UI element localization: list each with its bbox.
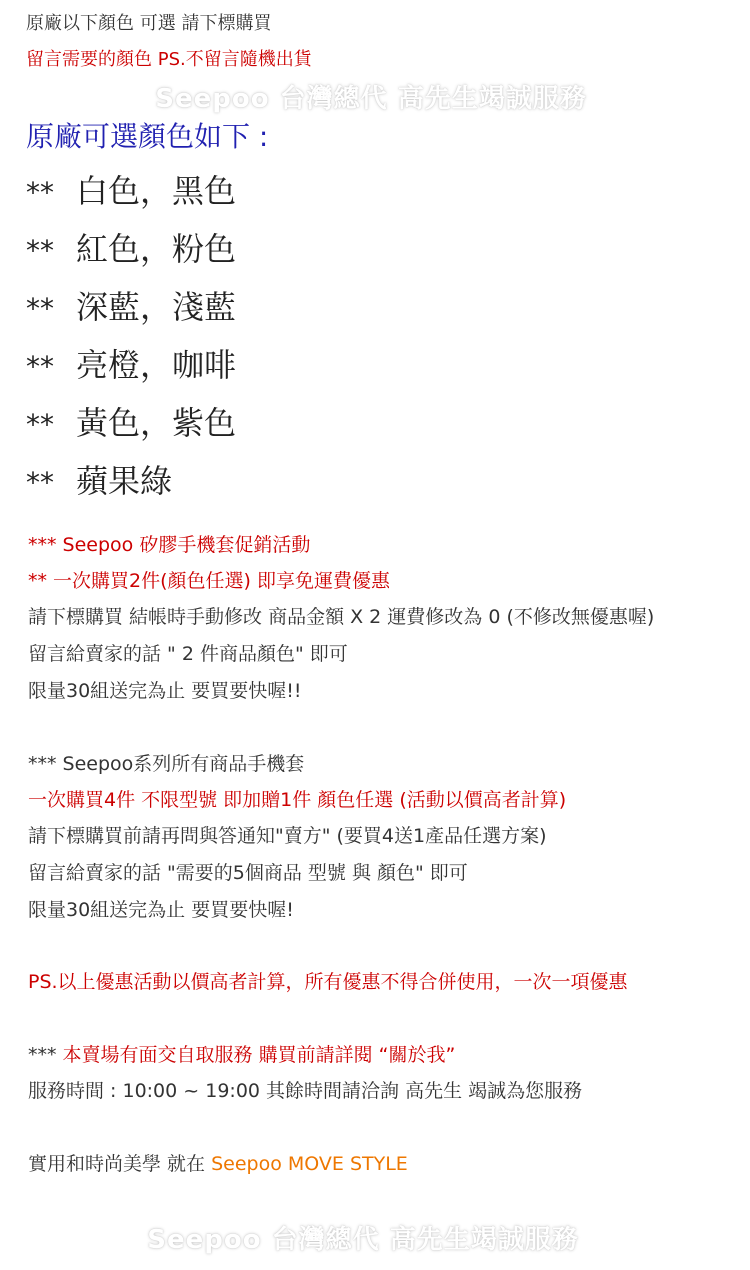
promo1-title: *** Seepoo 矽膠手機套促銷活動 xyxy=(28,534,311,556)
color-option-2 xyxy=(26,229,236,271)
promo1-note: 留言給賣家的話 " 2 件商品顏色" 即可 xyxy=(28,643,348,665)
promo2-limit: 限量30組送完為止 要買要快喔! xyxy=(28,899,294,921)
service-prefix: *** xyxy=(28,1044,63,1066)
color-options-heading: 原廠可選顏色如下 : xyxy=(26,120,269,153)
color-option-label: 深藍，淺藍 xyxy=(76,288,237,326)
service-hours: 服務時間 : 10:00 ~ 19:00 其餘時間請洽詢 高先生 竭誠為您服務 xyxy=(28,1080,583,1102)
color-option-6 xyxy=(26,461,172,503)
color-option-label: 黃色，紫色 xyxy=(76,404,237,442)
watermark-top: Seepoo 台灣總代 高先生竭誠服務 xyxy=(155,84,587,114)
promo1-limit: 限量30組送完為止 要買要快喔!! xyxy=(28,680,302,702)
color-option-5 xyxy=(26,403,236,445)
intro-line-1: 原廠以下顏色 可選 請下標購買 xyxy=(26,13,272,34)
promo2-instruction: 請下標購買前請再問與答通知"賣方" (要買4送1產品任選方案) xyxy=(28,825,547,847)
color-option-1 xyxy=(26,171,236,213)
slogan-text: 實用和時尚美學 就在 xyxy=(28,1153,212,1175)
watermark-bottom: Seepoo 台灣總代 高先生竭誠服務 xyxy=(147,1225,579,1255)
bullet-stars: ** xyxy=(26,176,54,209)
color-option-3 xyxy=(26,287,236,329)
bullet-stars: ** xyxy=(26,350,54,383)
promo1-instruction: 請下標購買 結帳時手動修改 商品金額 X 2 運費修改為 0 (不修改無優惠喔) xyxy=(28,606,655,628)
promo2-note: 留言給賣家的話 "需要的5個商品 型號 與 顏色" 即可 xyxy=(28,862,468,884)
color-option-label: 紅色，粉色 xyxy=(76,230,237,268)
promo2-title: *** Seepoo系列所有商品手機套 xyxy=(28,753,305,775)
color-option-label: 亮橙，咖啡 xyxy=(76,346,237,384)
promo2-offer: 一次購買4件 不限型號 即加贈1件 顏色任選 (活動以價高者計算) xyxy=(28,789,567,811)
ps-note: PS.以上優惠活動以價高者計算，所有優惠不得合併使用，一次一項優惠 xyxy=(28,971,628,993)
brand-name: Seepoo MOVE STYLE xyxy=(211,1153,408,1175)
bullet-stars: ** xyxy=(26,234,54,267)
bullet-stars: ** xyxy=(26,292,54,325)
bullet-stars: ** xyxy=(26,466,54,499)
service-title-text: 本賣場有面交自取服務 購買前請詳閱 “關於我” xyxy=(62,1044,456,1066)
service-title xyxy=(28,1043,455,1067)
intro-line-2: 留言需要的顏色 PS.不留言隨機出貨 xyxy=(26,49,312,70)
slogan xyxy=(28,1152,408,1176)
promo1-offer: ** 一次購買2件(顏色任選) 即享免運費優惠 xyxy=(28,570,390,592)
color-option-label: 白色，黑色 xyxy=(76,172,237,210)
color-option-label: 蘋果綠 xyxy=(76,462,173,500)
bullet-stars: ** xyxy=(26,408,54,441)
color-option-4 xyxy=(26,345,236,387)
